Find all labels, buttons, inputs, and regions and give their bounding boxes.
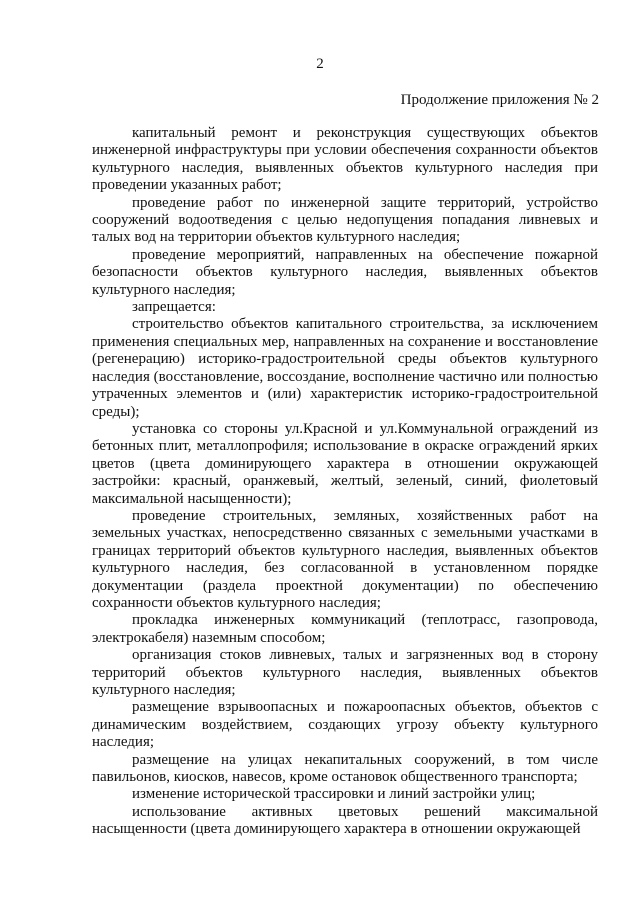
appendix-continuation-note: Продолжение приложения № 2 (400, 92, 599, 108)
paragraph-color-solutions: использование активных цветовых решений максимальной насыщенности (цвета доминирующего характера в отношении окружающей (92, 803, 598, 838)
document-body (92, 125, 598, 839)
paragraph-street-layout: изменение исторической трассировки и линий застройки улиц; (132, 786, 536, 803)
paragraph-utilities: прокладка инженерных коммуникаций (теплотрасс, газопровода, электрокабеля) наземным способом; (92, 612, 598, 646)
paragraph-hazardous-objects: размещение взрывоопасных и пожароопасных объектов, объектов с динамическим воздействием, создающих угрозу объекту культурного наследия; (92, 699, 598, 751)
paragraph-fences: установка со стороны ул.Красной и ул.Коммунальной ограждений из бетонных плит, металлопрофиля; использование в окраске ограждений ярких цветов (цвета доминирующего характера в отношении окружающей застройки: красный, оранжевый, желтый, зеленый, синий, фиолетовый максимальной насыщенности); (92, 420, 598, 507)
paragraph-earthworks: проведение строительных, земляных, хозяйственных работ на земельных участках, непосредственно связанных с земельными участками в границах территорий объектов культурного наследия, выявленных объектов культурного наследия, без согласованной в установленном порядке документации (раздела проектной документации) по обеспечению сохранности объектов культурного наследия; (92, 507, 598, 611)
paragraph-engineering-protection: проведение работ по инженерной защите территорий, устройство сооружений водоотведения с целью недопущения попадания ливневых и талых вод на территории объектов культурного наследия; (92, 194, 598, 246)
paragraph-drainage: организация стоков ливневых, талых и загрязненных вод в сторону территорий объектов культурного наследия, выявленных объектов культурного наследия; (92, 647, 598, 698)
paragraph-prohibited-heading: запрещается: (132, 299, 216, 316)
paragraph-temporary-structures: размещение на улицах некапитальных сооружений, в том числе павильонов, киосков, навесов, кроме остановок общественного транспорта; (92, 751, 598, 786)
page-number: 2 (316, 56, 324, 72)
paragraph-construction-ban: строительство объектов капитального строительства, за исключением применения специальных мер, направленных на сохранение и восстановление (регенерацию) историко-градостроительной среды объектов культурного наследия (восстановление, воссоздание, восполнение частично или полностью утраченных элементов и (или) характеристик историко-градостроительной среды); (92, 316, 598, 420)
paragraph-fire-safety: проведение мероприятий, направленных на обеспечение пожарной безопасности объектов культурного наследия, выявленных объектов культурного наследия; (92, 246, 598, 298)
paragraph-capital-repair: капитальный ремонт и реконструкция существующих объектов инженерной инфраструктуры при условии обеспечения сохранности объектов культурного наследия, выявленных объектов культурного наследия при проведении указанных работ; (92, 125, 598, 194)
